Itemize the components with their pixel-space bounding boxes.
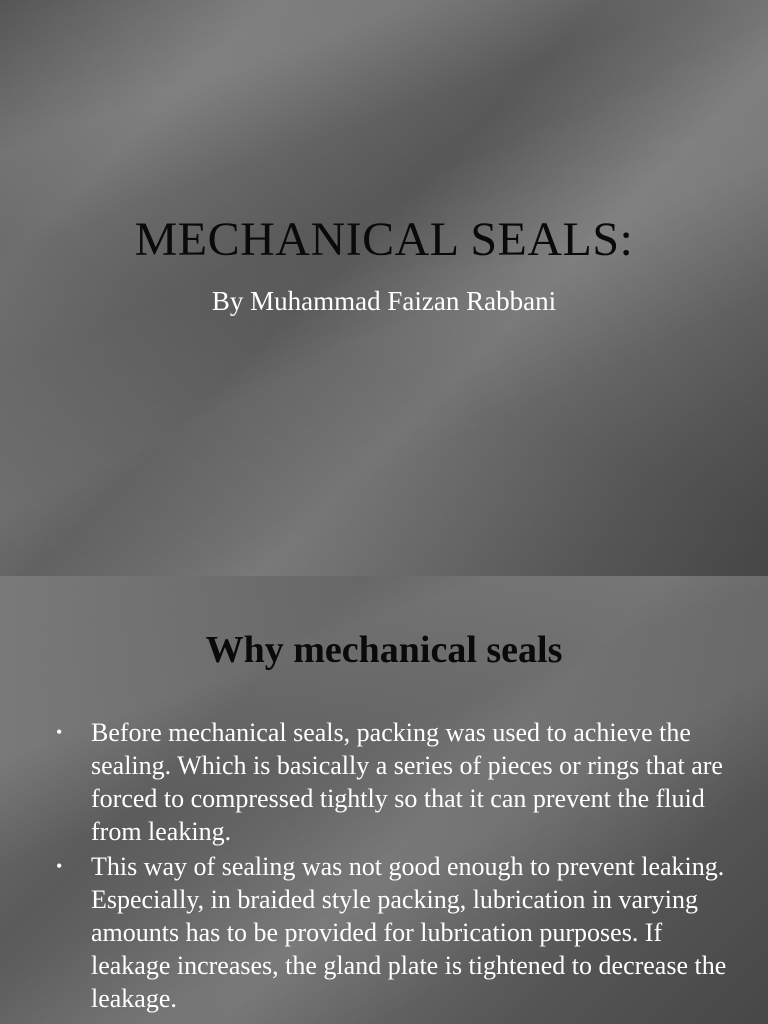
bullet-icon: • <box>56 856 63 876</box>
slide-why-mechanical-seals <box>0 576 768 1024</box>
bullet-icon: • <box>56 722 63 742</box>
slide-heading: Why mechanical seals <box>205 629 563 671</box>
bullet-item <box>56 850 736 1015</box>
bullet-text: Before mechanical seals, packing was used to achieve the sealing. Which is basically a series of pieces or rings that are forced to compressed tightly so that it can prevent the fluid from leaking. <box>91 718 723 846</box>
bullet-item <box>56 716 736 848</box>
bullet-text: This way of sealing was not good enough to prevent leaking. Especially, in braided style packing, lubrication in varying amounts has to be provided for lubrication purposes. If leakage increases, the gland plate is tightened to decrease the leakage. <box>91 852 727 1013</box>
bullet-list <box>56 716 736 1017</box>
slide-subtitle-author: By Muhammad Faizan Rabbani <box>211 286 557 316</box>
slide-title-heading: MECHANICAL SEALS: <box>134 213 634 266</box>
